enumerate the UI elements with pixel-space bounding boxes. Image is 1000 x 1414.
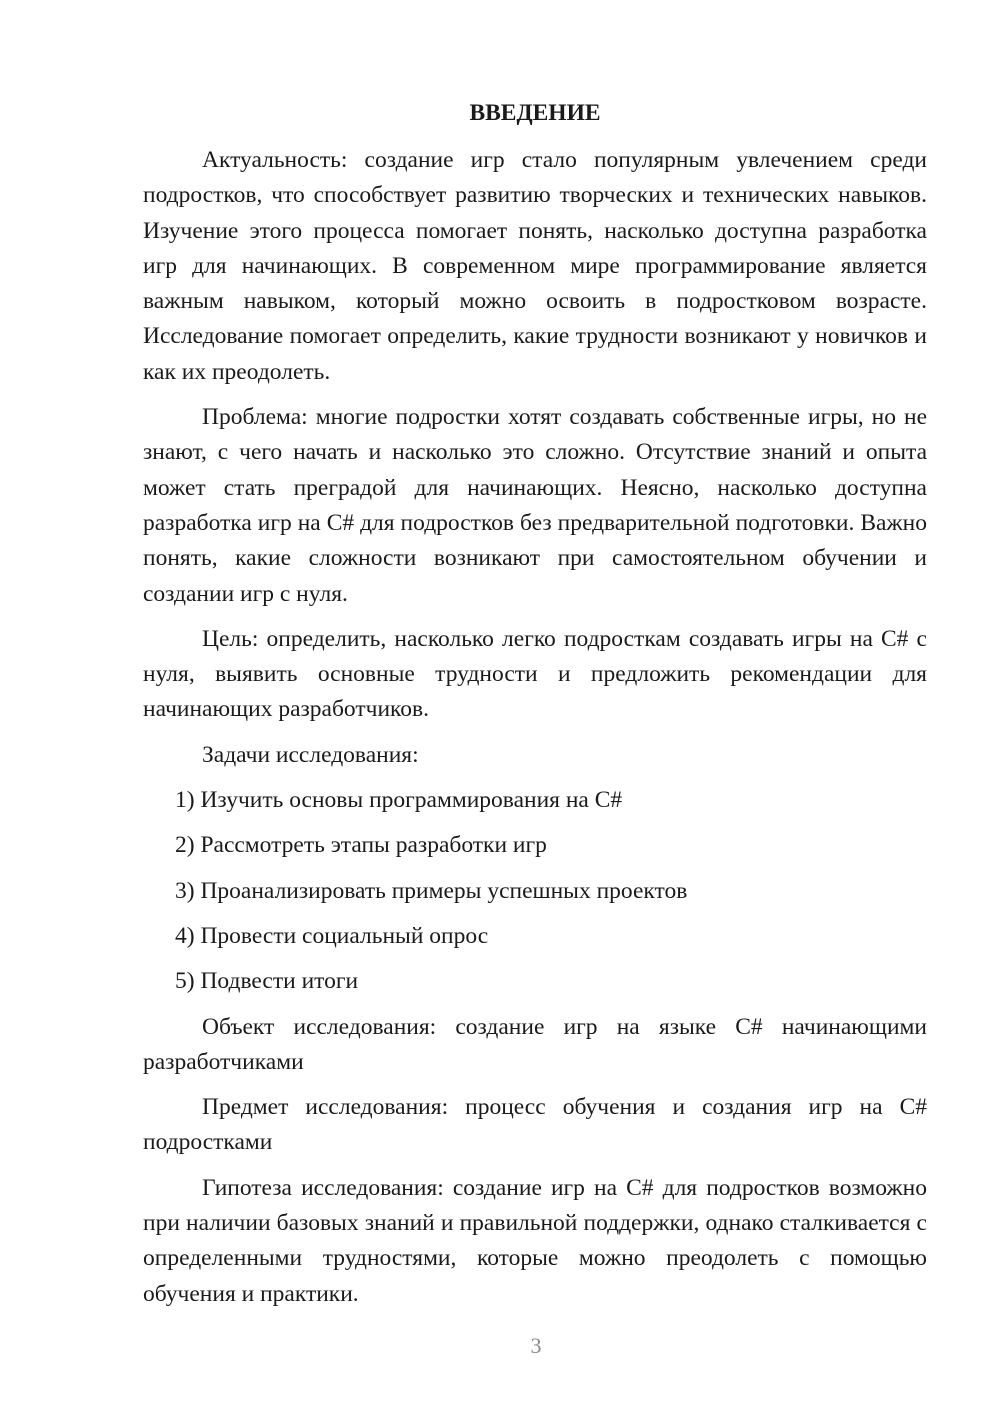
list-item: 4) Провести социальный опрос xyxy=(175,922,489,949)
hypothesis-paragraph: Гипотеза исследования: создание игр на C# для подростков возможно при наличии базовых знаний и правильной поддержки, однако сталкивается с определенными трудностями, которые можно преодолеть с помощью обучения и практики. xyxy=(143,1174,927,1307)
tasks-list xyxy=(143,783,927,999)
list-item: 5) Подвести итоги xyxy=(175,968,359,995)
relevance-paragraph: Актуальность: создание игр стало популярным увлечением среди подростков, что способствует развитию творческих и технических навыков. Изучение этого процесса помогает понять, насколько доступна разработка игр для начинающих. В современном мире программирование является важным навыком, который можно освоить в подростковом возрасте. Исследование помогает определить, какие трудности возникают у новичков и как их преодолеть. xyxy=(143,147,927,385)
page-number: 3 xyxy=(530,1333,542,1358)
goal-paragraph: Цель: определить, насколько легко подросткам создавать игры на C# с нуля, выявить основные трудности и предложить рекомендации для начинающих разработчиков. xyxy=(143,625,927,723)
tasks-heading: Задачи исследования: xyxy=(202,741,419,768)
document-page xyxy=(143,95,927,1322)
list-item: 2) Рассмотреть этапы разработки игр xyxy=(175,832,547,859)
list-item: 1) Изучить основы программирования на C# xyxy=(175,787,623,814)
page-title: ВВЕДЕНИЕ xyxy=(469,100,601,126)
object-paragraph: Объект исследования: создание игр на языке C# начинающими разработчиками xyxy=(143,1013,927,1075)
problem-paragraph: Проблема: многие подростки хотят создавать собственные игры, но не знают, с чего начать и насколько это сложно. Отсутствие знаний и опыта может стать преградой для начинающих. Неясно, насколько доступна разработка игр на C# для подростков без предварительной подготовки. Важно понять, какие сложности возникают при самостоятельном обучении и создании игр с нуля. xyxy=(143,404,927,607)
list-item: 3) Проанализировать примеры успешных проектов xyxy=(175,877,688,904)
subject-paragraph: Предмет исследования: процесс обучения и создания игр на C# подростками xyxy=(143,1094,927,1156)
